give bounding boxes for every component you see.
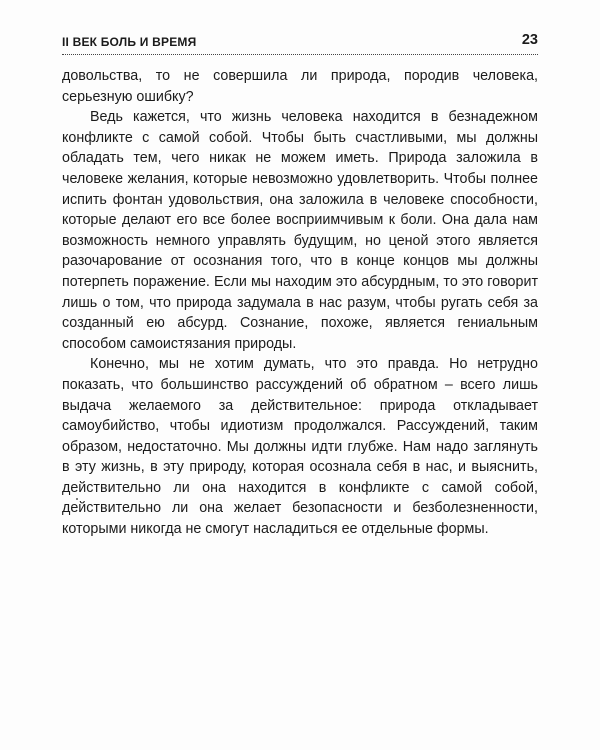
print-speck xyxy=(76,498,78,500)
paragraph: Ведь кажется, что жизнь человека находится в безнадежном конфликте с самой собой. Чтобы быть счастливыми, мы должны обладать тем, чего никак не можем иметь. Природа заложила в человеке желания, которые невозможно удовлетворить. Чтобы полнее испить фонтан удовольствия, она заложила в человеке способности, которые делают его все более восприимчивым к боли. Она дала нам возможность немного управлять будущим, но ценой этого является разочарование от осознания того, что в конце концов мы должны потерпеть поражение. Если мы находим это абсурдным, то это говорит лишь о том, что природа задумала в нас разум, чтобы ругать себя за созданный ею абсурд. Сознание, похоже, является гениальным способом самоистязания природы. xyxy=(62,109,538,352)
header-divider xyxy=(62,54,538,55)
paragraph: Конечно, мы не хотим думать, что это правда. Но нетрудно показать, что большинство рассуждений об обратном – всего лишь выдача желаемого за действительное: природа откладывает самоубийство, чтобы идиотизм продолжался. Рассуждений, таким образом, недостаточно. Мы должны идти глубже. Нам надо заглянуть в эту жизнь, в эту природу, которая осознала себя в нас, и выяснить, действительно ли она находится в конфликте с самой собой, действительно ли она желает безопасности и безболезненности, которыми никогда не смогут насладиться ее отдельные формы. xyxy=(62,356,538,538)
page-header xyxy=(62,30,538,52)
body-text xyxy=(62,66,538,540)
running-head: II ВЕК БОЛЬ И ВРЕМЯ xyxy=(62,35,197,49)
paragraph: довольства, то не совершила ли природа, породив человека, серьезную ошибку? xyxy=(62,68,538,105)
page-number: 23 xyxy=(521,32,538,48)
